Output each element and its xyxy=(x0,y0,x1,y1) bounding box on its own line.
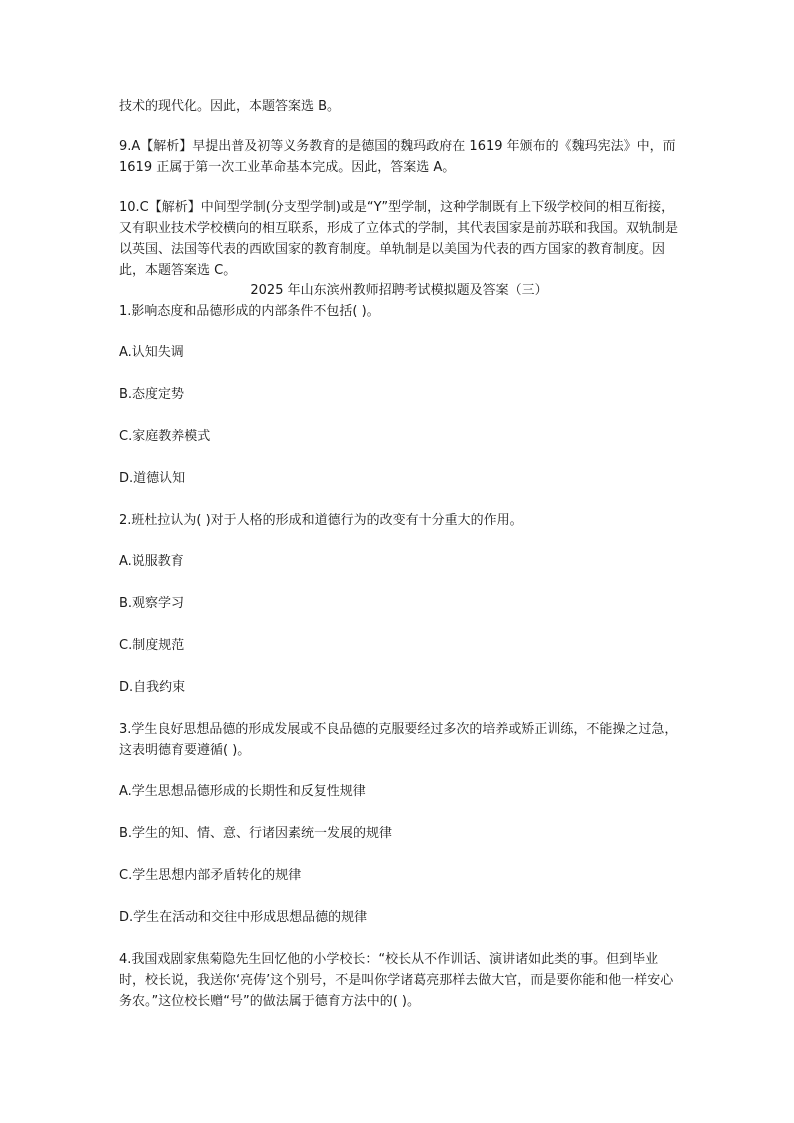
question-option: A.说服教育 xyxy=(119,554,184,569)
question-option: D.自我约束 xyxy=(119,680,186,695)
question-block xyxy=(119,719,679,928)
answer-explanation: 10.C【解析】中间型学制(分支型学制)或是“Y”型学制，这种学制既有上下级学校间的相互衔接，又有职业技术学校横向的相互联系，形成了立体式的学制，其代表国家是前苏联和我国。双轨制是以英国、法国等代表的西欧国家的教育制度。单轨制是以美国为代表的西方国家的教育制度。因此，本题答案选 C。 xyxy=(119,200,679,278)
question-option: C.制度规范 xyxy=(119,638,185,653)
question-option: D.道德认知 xyxy=(119,471,186,486)
question-option: A.学生思想品德形成的长期性和反复性规律 xyxy=(119,784,366,799)
question-option: C.家庭教养模式 xyxy=(119,429,211,444)
answer-explanation: 技术的现代化。因此，本题答案选 B。 xyxy=(119,99,341,114)
question-block xyxy=(119,510,679,698)
question-stem: 3.学生良好思想品德的形成发展或不良品德的克服要经过多次的培养或矫正训练，不能操之过急，这表明德育要遵循( )。 xyxy=(119,722,678,758)
question-option: A.认知失调 xyxy=(119,345,184,360)
question-stem: 1.影响态度和品德形成的内部条件不包括( )。 xyxy=(119,304,380,319)
question-block xyxy=(119,949,679,1012)
question-option: B.学生的知、情、意、行诸因素统一发展的规律 xyxy=(119,826,393,841)
question-option: D.学生在活动和交往中形成思想品德的规律 xyxy=(119,910,368,925)
question-block xyxy=(119,301,679,489)
section-title: 2025 年山东滨州教师招聘考试模拟题及答案（三） xyxy=(250,283,548,298)
question-stem: 4.我国戏剧家焦菊隐先生回忆他的小学校长：“校长从不作训话、演讲诸如此类的事。但到毕业时，校长说，我送你‘亮俦’这个别号，不是叫你学诸葛亮那样去做大官，而是要你能和他一样安心务农。”这位校长赠“号”的做法属于德育方法中的( )。 xyxy=(119,952,674,1009)
question-option: B.态度定势 xyxy=(119,387,185,402)
document-page xyxy=(119,96,679,1032)
question-option: C.学生思想内部矛盾转化的规律 xyxy=(119,868,302,883)
question-option: B.观察学习 xyxy=(119,596,185,611)
answer-explanation: 9.A【解析】早提出普及初等义务教育的是德国的魏玛政府在 1619 年颁布的《魏玛宪法》中，而 1619 正属于第一次工业革命基本完成。因此，答案选 A。 xyxy=(119,139,676,175)
question-stem: 2.班杜拉认为( )对于人格的形成和道德行为的改变有十分重大的作用。 xyxy=(119,513,523,528)
